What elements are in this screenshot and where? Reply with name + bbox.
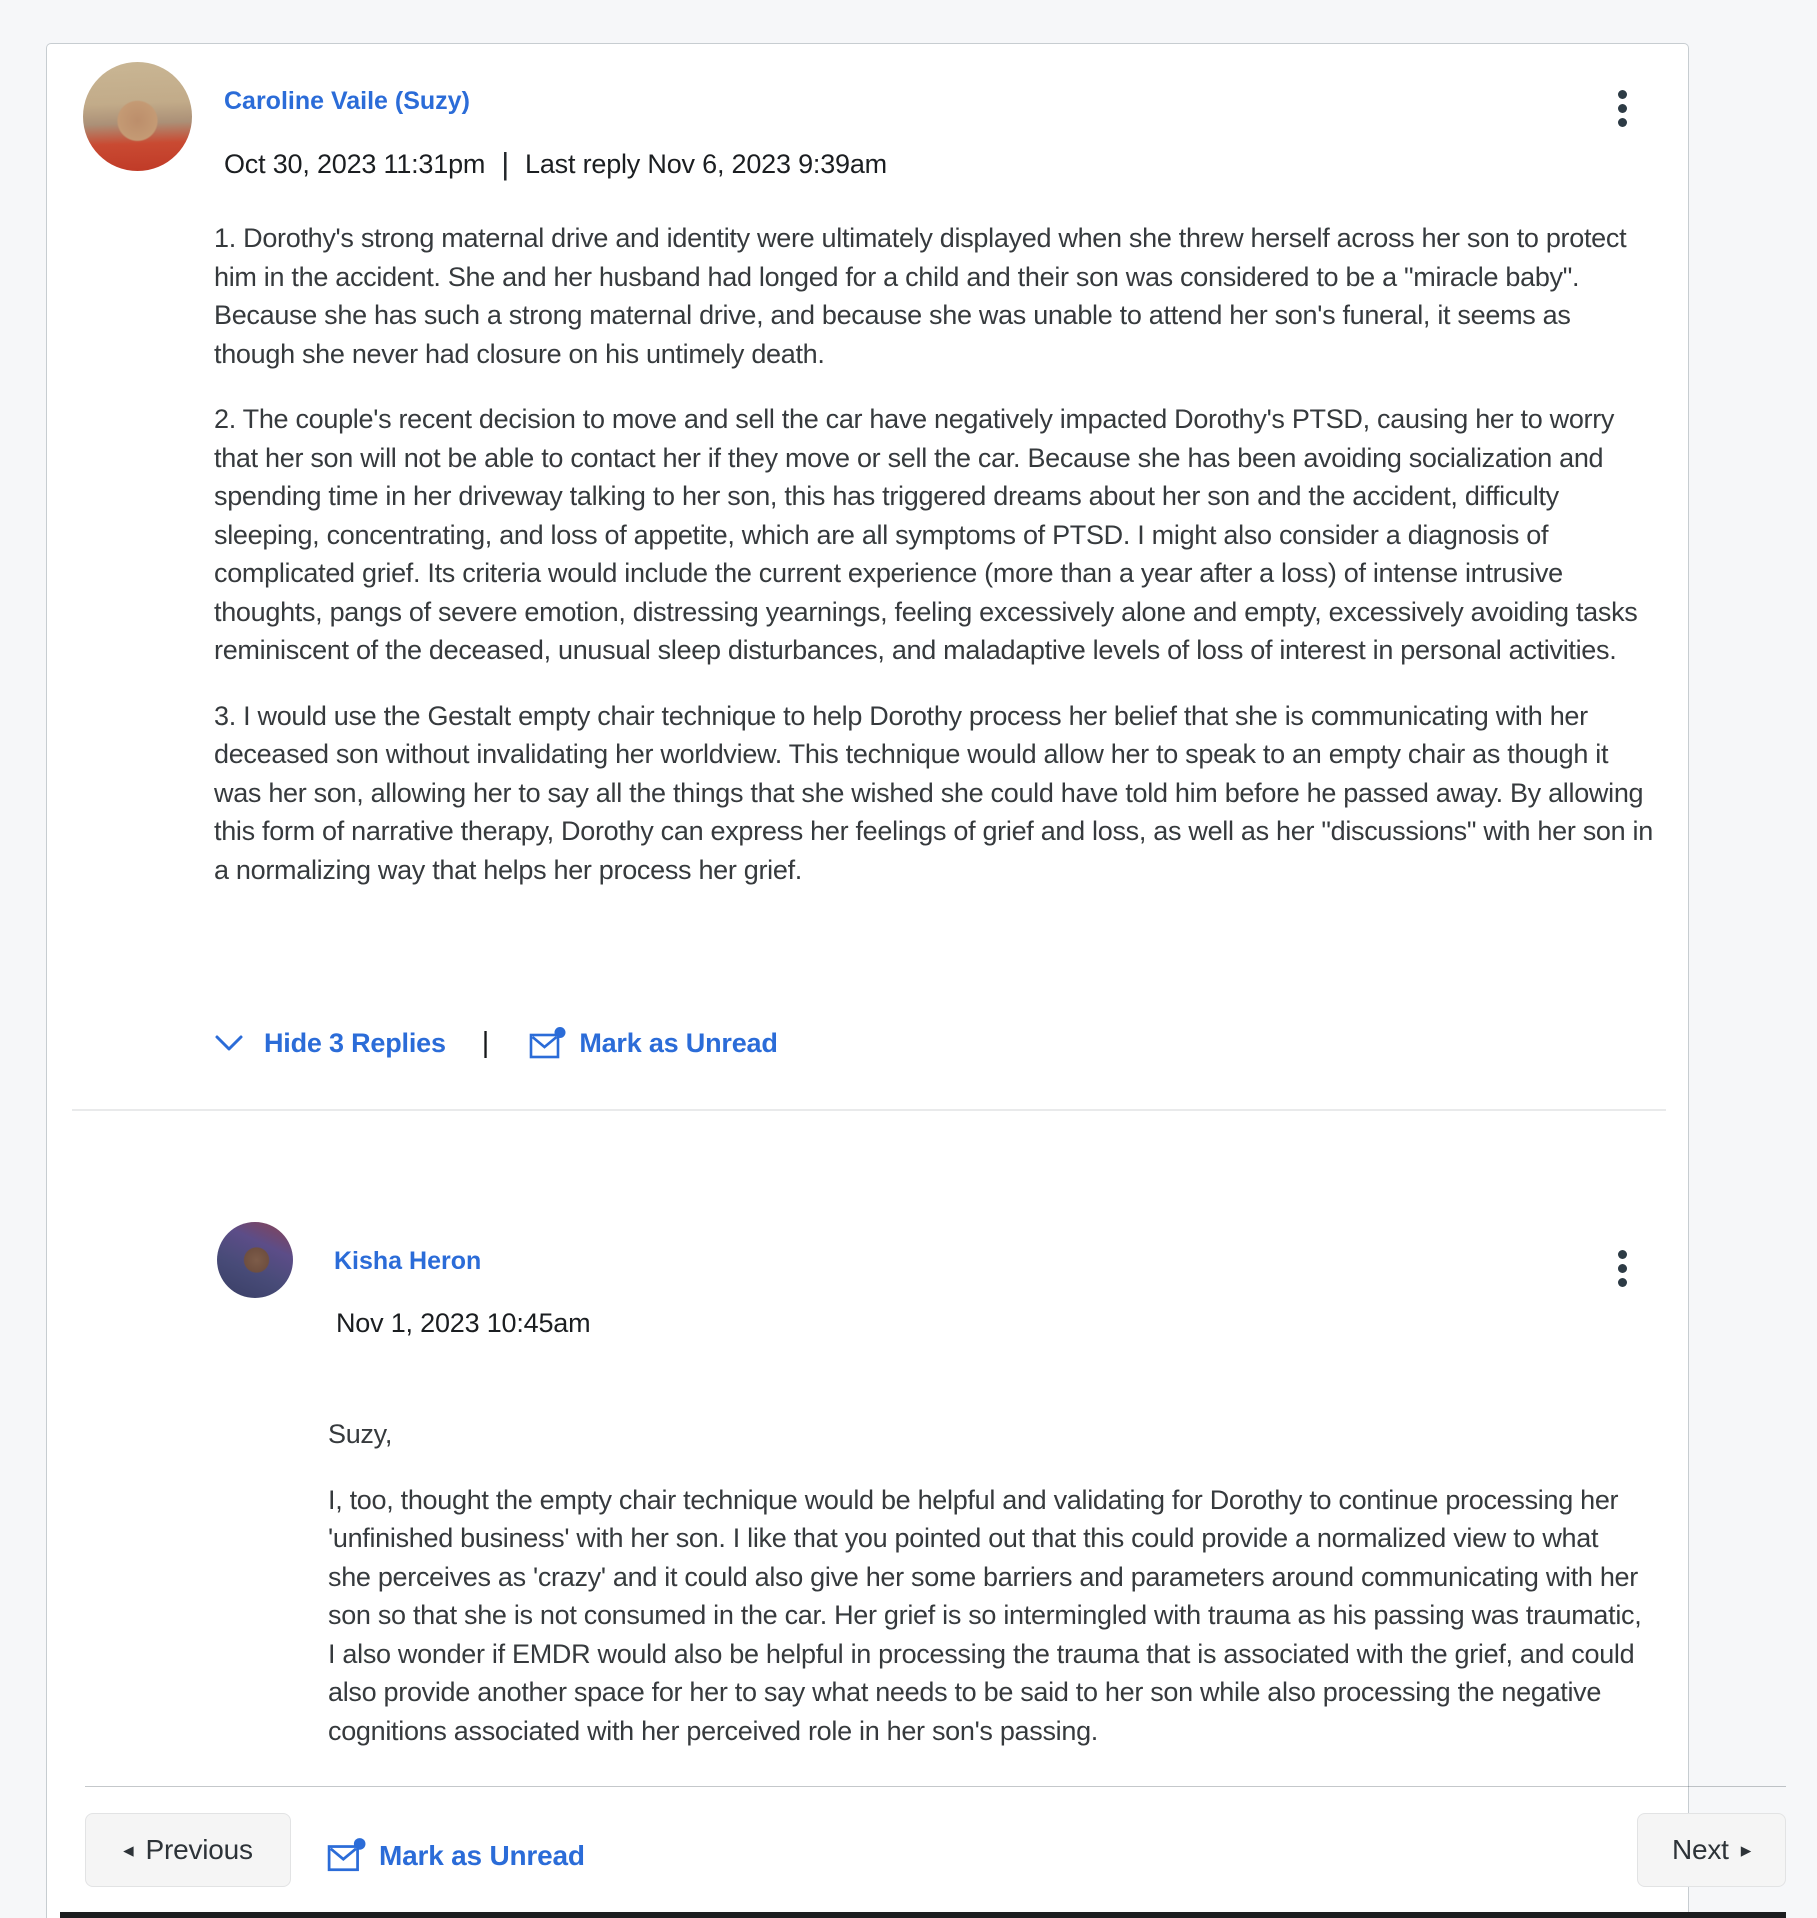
paragraph: I, too, thought the empty chair technique would be helpful and validating for Dorothy to continue processing her 'unfinished business' with her son. I like that you pointed out that this could provide a normalized view to what she perceives as 'crazy' and it could also give her some barriers and parameters around communicating with her son so that she is not consumed in the car. Her grief is so intermingled with trauma as his passing was traumatic, I also wonder if EMDR would also be helpful in processing the trauma that is associated with the grief, and could also provide another space for her to say what needs to be said to her son while also processing the negative cognitions associated with her perceived role in her son's passing.: [328, 1484, 1642, 1746]
paragraph: Suzy,: [328, 1419, 393, 1449]
timestamp-separator: |: [501, 146, 510, 181]
last-reply-date: Last reply Nov 6, 2023 9:39am: [525, 148, 887, 179]
mark-as-unread-button[interactable]: [529, 1027, 777, 1060]
kebab-menu-icon[interactable]: [1604, 1244, 1640, 1292]
footer-divider: [85, 1786, 1786, 1787]
next-button[interactable]: [1637, 1813, 1786, 1887]
avatar-kisha[interactable]: [217, 1222, 293, 1298]
posted-date: Nov 1, 2023 10:45am: [336, 1308, 591, 1338]
mark-unread-envelope-icon: [327, 1838, 366, 1873]
paragraph: 3. I would use the Gestalt empty chair technique to help Dorothy process her belief that she is communicating with her deceased son without invalidating her worldview. This technique would allow her to speak to an empty chair as though it was her son, allowing her to say all the things that she wished she could have told him before he passed away. By allowing this form of narrative therapy, Dorothy can express her feelings of grief and loss, as well as her "discussions" with her son in a normalizing way that helps her process her grief.: [214, 700, 1653, 885]
previous-label: Previous: [145, 1834, 253, 1865]
bottom-edge-strip: [60, 1912, 1786, 1918]
mark-unread-label: Mark as Unread: [579, 1027, 778, 1058]
mark-unread-envelope-icon: [529, 1027, 566, 1060]
reply-body: [328, 1415, 1643, 1750]
author-link-kisha[interactable]: Kisha Heron: [334, 1247, 482, 1275]
author-link-caroline[interactable]: Caroline Vaile (Suzy): [224, 87, 470, 115]
mark-unread-label: Mark as Unread: [379, 1839, 585, 1871]
hide-replies-label: Hide 3 Replies: [264, 1027, 446, 1058]
post-timestamp-row: [336, 1308, 590, 1339]
right-arrow-icon: ▸: [1740, 1838, 1752, 1862]
hide-replies-button[interactable]: [214, 1028, 446, 1059]
post-timestamp-row: [224, 146, 887, 182]
post-action-row: [214, 1021, 778, 1065]
posted-date: Oct 30, 2023 11:31pm: [224, 148, 486, 179]
chevron-down-icon: [214, 1034, 244, 1053]
avatar-caroline[interactable]: [83, 62, 192, 171]
post-body: [214, 219, 1654, 889]
paragraph: 2. The couple's recent decision to move and sell the car have negatively impacted Dorothy's PTSD, causing her to worry that her son will not be able to contact her if they move or sell the car. Because she has been avoiding socialization and spending time in her driveway talking to her son, this has triggered dreams about her son and the accident, difficulty sleeping, concentrating, and loss of appetite, which are all symptoms of PTSD. I might also consider a diagnosis of complicated grief. Its criteria would include the current experience (more than a year after a loss) of intense intrusive thoughts, pangs of severe emotion, distressing yearnings, feeling excessively alone and empty, excessively avoiding tasks reminiscent of the deceased, unusual sleep disturbances, and maladaptive levels of loss of interest in personal activities.: [214, 404, 1638, 665]
post-divider: [72, 1109, 1666, 1111]
action-separator: |: [481, 1026, 490, 1059]
footer-mark-unread: [327, 1838, 585, 1873]
kebab-menu-icon[interactable]: [1604, 84, 1640, 132]
paragraph: 1. Dorothy's strong maternal drive and identity were ultimately displayed when she threw herself across her son to protect him in the accident. She and her husband had longed for a child and their son was considered to be a "miracle baby". Because she has such a strong maternal drive, and because she was unable to attend her son's funeral, it seems as though she never had closure on his untimely death.: [214, 223, 1627, 369]
mark-as-unread-button[interactable]: [327, 1838, 585, 1873]
previous-button[interactable]: [85, 1813, 291, 1887]
left-arrow-icon: ◂: [123, 1838, 134, 1862]
next-label: Next: [1671, 1834, 1729, 1865]
